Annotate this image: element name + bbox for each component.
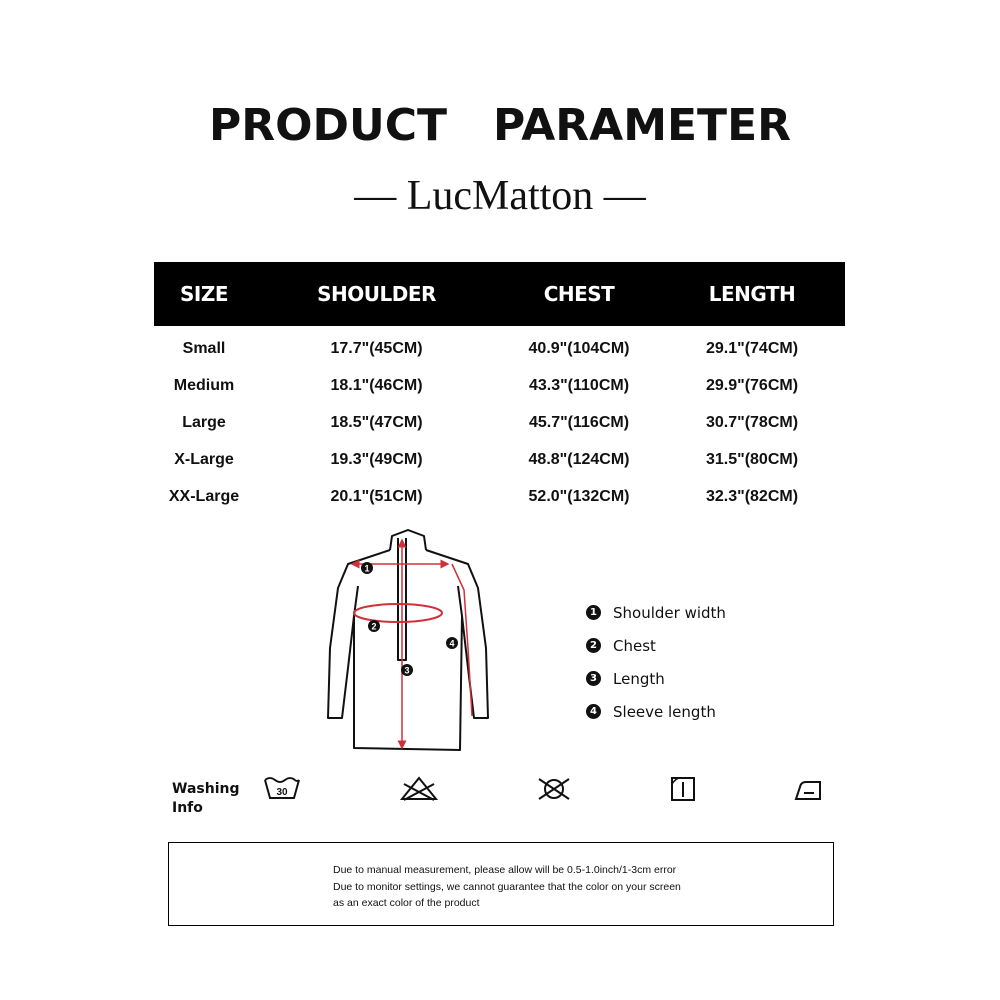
legend-item-shoulder xyxy=(584,596,726,629)
coat-diagram xyxy=(318,528,498,758)
legend-label: Length xyxy=(613,669,665,688)
header-chest: CHEST xyxy=(499,262,659,326)
header-shoulder: SHOULDER xyxy=(254,262,499,326)
header-length: LENGTH xyxy=(659,262,845,326)
page-title: PRODUCT PARAMETER xyxy=(208,100,792,151)
dry-icon xyxy=(668,774,698,804)
header-size: SIZE xyxy=(154,262,254,326)
washing-info-label: Washing Info xyxy=(172,781,240,816)
chest-cell: 48.8"(124CM) xyxy=(528,450,630,468)
shoulder-cell: 18.1"(46CM) xyxy=(330,376,423,394)
marker-length xyxy=(401,664,413,676)
chest-cell: 52.0"(132CM) xyxy=(528,487,630,505)
do-not-bleach-icon xyxy=(398,774,440,804)
table-header-row xyxy=(154,262,845,326)
shoulder-cell: 18.5"(47CM) xyxy=(330,413,423,431)
measurement-notice-box xyxy=(168,842,834,926)
wash-temp-label: 30 xyxy=(276,787,288,798)
size-cell: Small xyxy=(182,339,226,357)
notice-line: Due to monitor settings, we cannot guarantee that the color on your screen xyxy=(333,881,681,893)
length-cell: 29.9"(76CM) xyxy=(705,376,799,394)
chest-cell: 45.7"(116CM) xyxy=(528,413,630,431)
legend-number: 4 xyxy=(586,704,601,719)
brand-name: — LucMatton — xyxy=(354,173,646,219)
table-row xyxy=(154,367,845,404)
table-row xyxy=(154,326,845,367)
size-chart-table xyxy=(154,262,845,515)
legend-number: 3 xyxy=(586,671,601,686)
legend-item-chest xyxy=(584,629,726,662)
marker-label: 3 xyxy=(404,665,410,676)
table-row xyxy=(154,478,845,515)
table-row xyxy=(154,404,845,441)
table-row xyxy=(154,441,845,478)
shoulder-cell: 19.3"(49CM) xyxy=(330,450,423,468)
marker-sleeve xyxy=(446,637,458,649)
shoulder-cell: 17.7"(45CM) xyxy=(330,339,423,357)
legend-label: Sleeve length xyxy=(613,702,716,721)
legend-label: Chest xyxy=(613,636,656,655)
legend-number: 1 xyxy=(586,605,601,620)
length-cell: 32.3"(82CM) xyxy=(705,487,799,505)
marker-label: 4 xyxy=(449,638,455,649)
size-cell: XX-Large xyxy=(168,487,240,505)
size-cell: Medium xyxy=(173,376,235,394)
notice-line: as an exact color of the product xyxy=(333,897,480,909)
wash-30-icon xyxy=(262,774,302,804)
legend-label: Shoulder width xyxy=(613,603,726,622)
marker-label: 1 xyxy=(364,563,370,574)
chest-cell: 40.9"(104CM) xyxy=(528,339,630,357)
do-not-tumble-dry-icon xyxy=(536,774,572,804)
size-cell: Large xyxy=(182,413,226,431)
legend-item-length xyxy=(584,662,726,695)
measurement-legend xyxy=(584,596,726,728)
marker-label: 2 xyxy=(371,621,377,632)
length-cell: 29.1"(74CM) xyxy=(705,339,799,357)
length-cell: 31.5"(80CM) xyxy=(705,450,799,468)
marker-shoulder xyxy=(361,562,373,574)
size-cell: X-Large xyxy=(174,450,234,468)
chest-cell: 43.3"(110CM) xyxy=(528,376,630,394)
iron-icon xyxy=(792,774,826,804)
notice-line: Due to manual measurement, please allow will be 0.5-1.0inch/1-3cm error xyxy=(333,864,677,876)
legend-item-sleeve xyxy=(584,695,726,728)
length-cell: 30.7"(78CM) xyxy=(705,413,799,431)
marker-chest xyxy=(368,620,380,632)
legend-number: 2 xyxy=(586,638,601,653)
shoulder-cell: 20.1"(51CM) xyxy=(330,487,423,505)
